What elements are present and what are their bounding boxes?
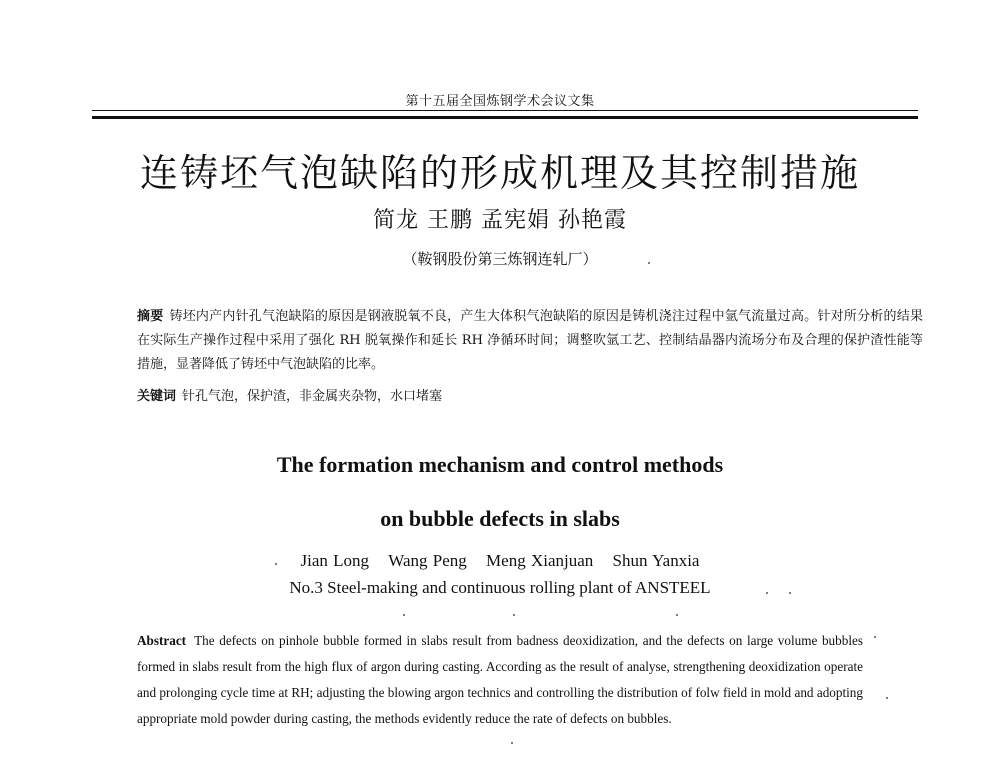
scan-speck bbox=[513, 614, 515, 616]
scan-speck bbox=[886, 697, 888, 699]
running-header: 第十五届全国炼钢学术会议文集 bbox=[405, 94, 595, 109]
keywords-zh-label: 关键词 bbox=[137, 389, 177, 404]
authors-en bbox=[0, 551, 1000, 571]
affiliation-zh: （鞍钢股份第三炼钢连轧厂） bbox=[402, 250, 598, 268]
scan-speck bbox=[403, 614, 405, 616]
keywords-zh bbox=[137, 385, 923, 404]
paper-title-en-line1: The formation mechanism and control methods bbox=[276, 452, 724, 477]
keywords-zh-text: 针孔气泡，保护渣，非金属夹杂物，水口堵塞 bbox=[182, 389, 443, 404]
scan-speck bbox=[789, 592, 791, 594]
abstract-en-text: The defects on pinhole bubble formed in slabs result from badness deoxidization, and the defects on large volume bubbles formed in slabs result from the high flux of argon during casting. According as the result of analyse, strengthening deoxidization operate and prolonging cycle time at RH; adjusting the blowing argon technics and controlling the distribution of folw field in mold and adopting appropriate mold powder during casting, the methods evidently reduce the rate of defects on bubbles. bbox=[137, 633, 863, 726]
author-en: Meng Xianjuan bbox=[486, 551, 594, 570]
header-rule-thick bbox=[92, 116, 918, 119]
abstract-en bbox=[137, 628, 863, 732]
affiliation-en: No.3 Steel-making and continuous rolling plant of ANSTEEL bbox=[289, 578, 711, 597]
abstract-zh-label: 摘要 bbox=[137, 309, 164, 324]
abstract-zh-text: 铸坯内产内针孔气泡缺陷的原因是钢液脱氧不良，产生大体积气泡缺陷的原因是铸机浇注过程中氩气流量过高。针对所分析的结果在实际生产操作过程中采用了强化 RH 脱氧操作和延长 RH 净循环时间；调整吹氩工艺、控制结晶器内流场分布及合理的保护渣性能等措施，显著降低了铸坯中气泡缺陷的比率。 bbox=[137, 309, 923, 372]
scan-speck bbox=[275, 563, 277, 565]
scan-speck bbox=[874, 636, 876, 638]
scan-speck bbox=[648, 262, 650, 264]
authors-zh: 简龙 王鹏 孟宪娟 孙艳霞 bbox=[373, 208, 627, 233]
author-en: Jian Long bbox=[300, 551, 370, 570]
scan-speck bbox=[766, 592, 768, 594]
abstract-zh bbox=[137, 305, 923, 377]
abstract-en-label: Abstract bbox=[137, 633, 187, 648]
header-rule-thin bbox=[92, 110, 918, 111]
scan-speck bbox=[676, 614, 678, 616]
paper-title-en-line2: on bubble defects in slabs bbox=[380, 506, 620, 531]
author-en: Wang Peng bbox=[388, 551, 467, 570]
scan-speck bbox=[511, 742, 513, 744]
paper-title-zh: 连铸坯气泡缺陷的形成机理及其控制措施 bbox=[139, 151, 860, 195]
author-en: Shun Yanxia bbox=[612, 551, 700, 570]
